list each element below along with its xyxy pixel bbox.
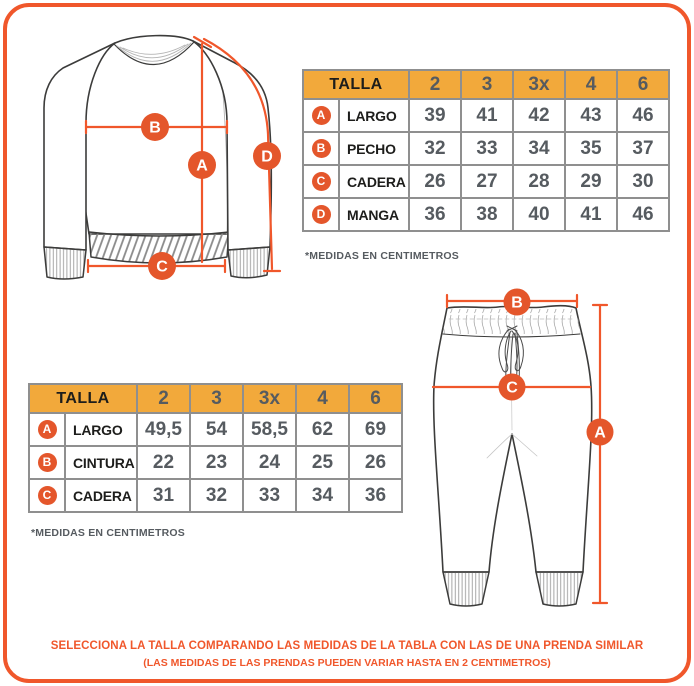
size-value: 46 xyxy=(617,99,669,132)
size-value: 35 xyxy=(565,132,617,165)
svg-text:A: A xyxy=(196,157,208,175)
table-row-cadera xyxy=(29,479,402,512)
size-value: 33 xyxy=(243,479,296,512)
marker-badge-d xyxy=(253,142,281,170)
talla-header: TALLA xyxy=(29,384,137,413)
marker-d-badge: D xyxy=(312,205,331,224)
size-value: 41 xyxy=(565,198,617,231)
size-col-header: 6 xyxy=(349,384,402,413)
svg-text:D: D xyxy=(261,148,273,166)
badge-cell xyxy=(303,132,339,165)
marker-c-badge: C xyxy=(38,486,57,505)
size-col-header: 3x xyxy=(243,384,296,413)
marker-badge-a xyxy=(587,419,614,446)
size-value: 33 xyxy=(461,132,513,165)
size-value: 36 xyxy=(349,479,402,512)
badge-cell xyxy=(303,198,339,231)
row-label: PECHO xyxy=(339,132,409,165)
row-label: CADERA xyxy=(339,165,409,198)
row-label: CINTURA xyxy=(65,446,137,479)
size-value: 41 xyxy=(461,99,513,132)
marker-badge-b xyxy=(504,289,531,316)
table-header-row xyxy=(29,384,402,413)
table-row-cadera xyxy=(303,165,669,198)
table-row-manga xyxy=(303,198,669,231)
marker-c-badge: C xyxy=(312,172,331,191)
size-col-header: 2 xyxy=(137,384,190,413)
marker-badge-c xyxy=(148,252,176,280)
row-label: LARGO xyxy=(65,413,137,446)
size-value: 24 xyxy=(243,446,296,479)
badge-cell xyxy=(29,413,65,446)
row-label: CADERA xyxy=(65,479,137,512)
size-value: 36 xyxy=(409,198,461,231)
table-header-row xyxy=(303,70,669,99)
sweatshirt-right-cuff xyxy=(228,247,270,278)
table-row-cintura xyxy=(29,446,402,479)
badge-cell xyxy=(303,165,339,198)
marker-badge-b xyxy=(141,113,169,141)
size-value: 37 xyxy=(617,132,669,165)
svg-text:C: C xyxy=(506,379,518,397)
units-note: *MEDIDAS EN CENTIMETROS xyxy=(31,527,185,539)
pants-diagram xyxy=(423,288,615,613)
size-value: 39 xyxy=(409,99,461,132)
size-value: 38 xyxy=(461,198,513,231)
size-value: 40 xyxy=(513,198,565,231)
pants-size-table xyxy=(28,383,403,513)
row-label: LARGO xyxy=(339,99,409,132)
size-value: 49,5 xyxy=(137,413,190,446)
size-value: 27 xyxy=(461,165,513,198)
size-value: 25 xyxy=(296,446,349,479)
size-value: 62 xyxy=(296,413,349,446)
marker-badge-a xyxy=(188,151,216,179)
table-row-largo xyxy=(303,99,669,132)
pants-body xyxy=(434,306,592,572)
row-label: MANGA xyxy=(339,198,409,231)
size-value: 26 xyxy=(409,165,461,198)
size-value: 42 xyxy=(513,99,565,132)
size-col-header: 4 xyxy=(565,70,617,99)
badge-cell xyxy=(303,99,339,132)
size-value: 23 xyxy=(190,446,243,479)
size-value: 43 xyxy=(565,99,617,132)
size-value: 34 xyxy=(296,479,349,512)
size-value: 32 xyxy=(190,479,243,512)
size-value: 26 xyxy=(349,446,402,479)
size-value: 30 xyxy=(617,165,669,198)
badge-cell xyxy=(29,479,65,512)
size-value: 31 xyxy=(137,479,190,512)
size-col-header: 3 xyxy=(190,384,243,413)
marker-a-badge: A xyxy=(38,420,57,439)
pants-left-cuff xyxy=(443,572,489,606)
svg-text:A: A xyxy=(594,424,606,442)
units-note: *MEDIDAS EN CENTIMETROS xyxy=(305,250,459,262)
sweatshirt-size-table xyxy=(302,69,670,232)
size-value: 22 xyxy=(137,446,190,479)
size-value: 46 xyxy=(617,198,669,231)
size-col-header: 4 xyxy=(296,384,349,413)
size-col-header: 2 xyxy=(409,70,461,99)
talla-header: TALLA xyxy=(303,70,409,99)
sweatshirt-left-cuff xyxy=(44,247,86,279)
pants-right-cuff xyxy=(536,572,583,606)
badge-cell xyxy=(29,446,65,479)
size-value: 29 xyxy=(565,165,617,198)
svg-text:B: B xyxy=(511,294,523,312)
footer-instruction-line1: SELECCIONA LA TALLA COMPARANDO LAS MEDIDAS DE LA TABLA CON LAS DE UNA PRENDA SIMILAR xyxy=(50,640,644,652)
size-value: 32 xyxy=(409,132,461,165)
table-row-pecho xyxy=(303,132,669,165)
table-row-largo xyxy=(29,413,402,446)
size-value: 58,5 xyxy=(243,413,296,446)
marker-b-badge: B xyxy=(312,139,331,158)
size-value: 54 xyxy=(190,413,243,446)
sweatshirt-diagram xyxy=(38,28,283,283)
svg-text:C: C xyxy=(156,258,168,276)
marker-a-badge: A xyxy=(312,106,331,125)
size-col-header: 3 xyxy=(461,70,513,99)
svg-text:B: B xyxy=(149,119,161,137)
size-value: 28 xyxy=(513,165,565,198)
marker-badge-c xyxy=(499,374,526,401)
marker-b-badge: B xyxy=(38,453,57,472)
size-col-header: 6 xyxy=(617,70,669,99)
footer-instruction-line2: (LAS MEDIDAS DE LAS PRENDAS PUEDEN VARIAR HASTA EN 2 CENTIMETROS) xyxy=(143,657,551,669)
size-value: 34 xyxy=(513,132,565,165)
size-col-header: 3x xyxy=(513,70,565,99)
size-value: 69 xyxy=(349,413,402,446)
